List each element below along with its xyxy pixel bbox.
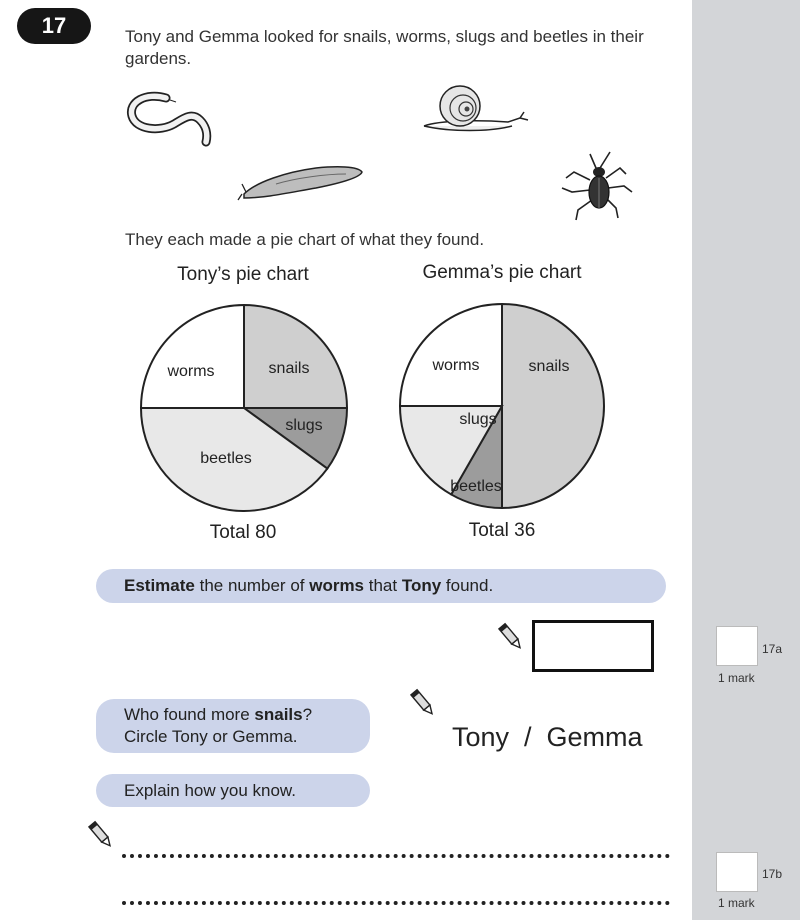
part-a-prompt — [96, 569, 666, 603]
pie-label-beetles: beetles — [450, 478, 502, 495]
prompt-worms: worms — [309, 576, 365, 595]
prompt-snails: snails — [254, 705, 303, 724]
pie-label-worms: worms — [432, 357, 480, 374]
pie-slice-snails — [244, 305, 347, 408]
gemma-pie-chart — [394, 300, 610, 512]
pencil-icon — [410, 688, 436, 718]
prompt-question-mark: ? — [302, 705, 313, 724]
part-b-prompt — [96, 699, 370, 753]
mark-code-17b: 17b — [762, 867, 783, 881]
worm-illustration — [126, 90, 216, 150]
prompt-text-1: the number of — [194, 576, 310, 595]
pie-slice-worms — [400, 304, 502, 406]
pie-slice-snails — [502, 304, 604, 508]
mark-label-17b: 1 mark — [718, 896, 755, 910]
prompt-circle: Circle Tony or Gemma. — [124, 727, 298, 746]
pie-label-slugs: slugs — [459, 411, 497, 428]
mark-code-17a: 17a — [762, 642, 783, 656]
prompt-text-3: found. — [441, 576, 494, 595]
pie-label-slugs: slugs — [285, 417, 323, 434]
pencil-icon — [88, 820, 114, 850]
prompt-who: Who found more — [124, 705, 255, 724]
mark-label-17a: 1 mark — [718, 671, 755, 685]
pie-slice-worms — [141, 305, 244, 408]
gemma-pie-title: Gemma’s pie chart — [422, 262, 582, 283]
pie-label-worms: worms — [167, 363, 215, 380]
beetle-illustration — [556, 148, 636, 224]
pencil-icon — [498, 622, 524, 652]
snail-illustration — [420, 84, 530, 136]
pie-label-beetles: beetles — [200, 450, 252, 467]
tony-pie-title: Tony’s pie chart — [177, 264, 309, 285]
answer-line-1[interactable] — [122, 854, 670, 858]
question-intro: Tony and Gemma looked for snails, worms, slugs and beetles in their gardens. — [125, 27, 644, 68]
gemma-total: Total 36 — [468, 520, 536, 541]
tony-or-gemma-choice[interactable]: Tony / Gemma — [452, 722, 643, 752]
prompt-line-1 — [124, 704, 370, 726]
pie-label-snails: snails — [528, 358, 570, 375]
explain-text: Explain how you know. — [124, 781, 296, 800]
tony-pie-chart — [136, 300, 352, 516]
prompt-estimate: Estimate — [124, 576, 195, 595]
explain-prompt — [96, 774, 370, 807]
prompt-tony: Tony — [401, 576, 442, 595]
question-number: 17 — [17, 8, 91, 44]
mark-box-17a — [716, 626, 758, 666]
pie-label-snails: snails — [268, 360, 310, 377]
answer-line-2[interactable] — [122, 901, 670, 905]
worms-answer-box[interactable] — [532, 620, 654, 672]
slug-illustration — [236, 160, 366, 204]
marking-margin — [692, 0, 800, 920]
tony-total: Total 80 — [209, 522, 277, 543]
prompt-text-2: that — [364, 576, 402, 595]
mark-box-17b — [716, 852, 758, 892]
pie-intro-text: They each made a pie chart of what they found. — [125, 230, 485, 249]
